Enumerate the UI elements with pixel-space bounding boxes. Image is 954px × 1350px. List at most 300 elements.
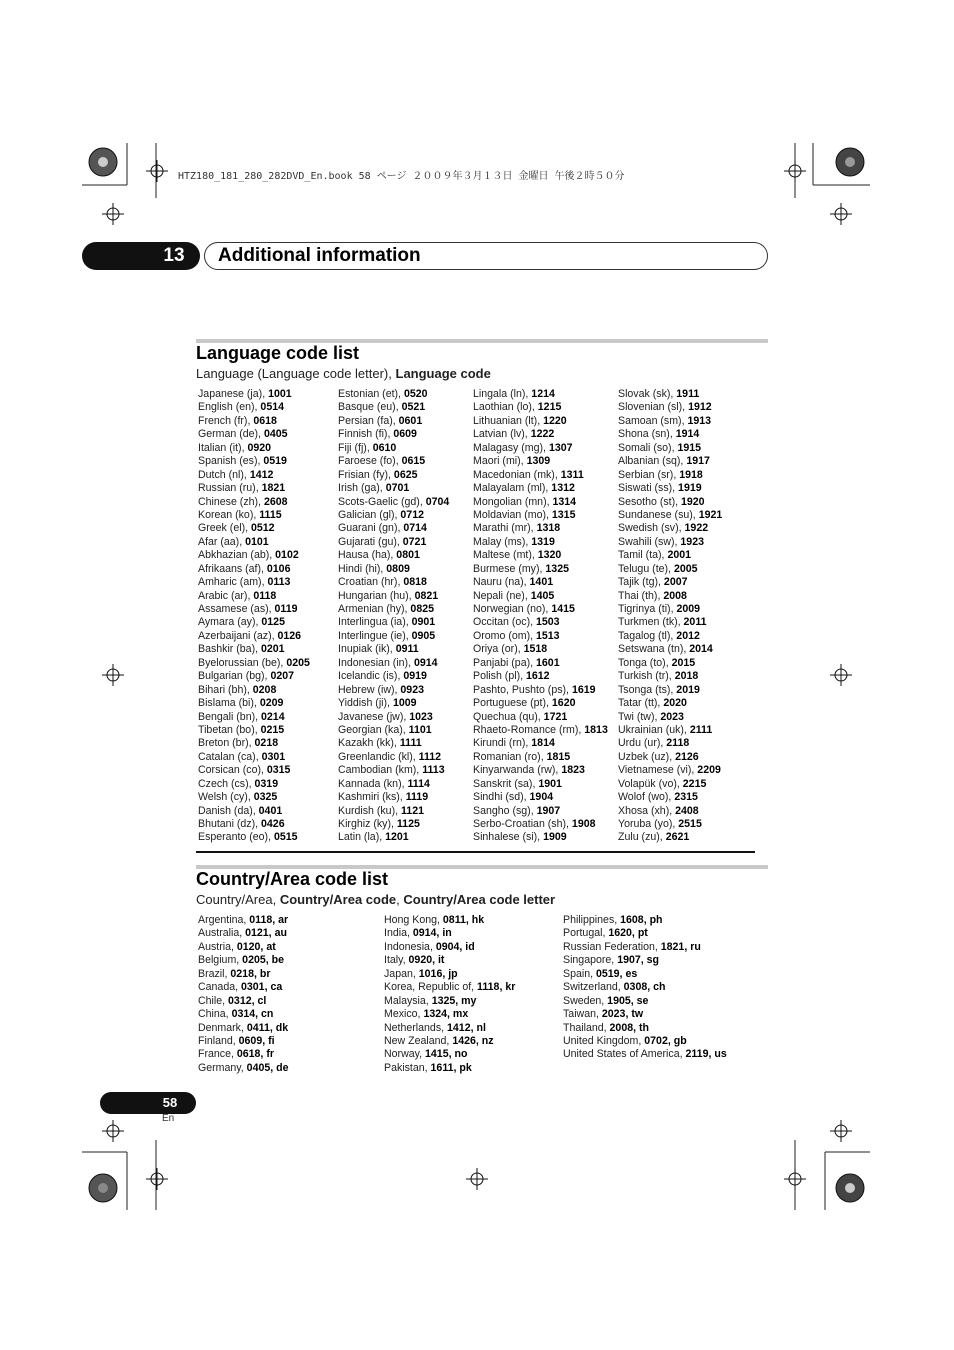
code-list-item bbox=[473, 590, 608, 603]
code-list-item bbox=[338, 482, 449, 495]
item-name: Uzbek (uz), bbox=[618, 750, 676, 763]
item-code: 0208 bbox=[252, 683, 277, 696]
item-name: Singapore, bbox=[563, 954, 618, 967]
item-name: Urdu (ur), bbox=[618, 737, 667, 750]
code-list-item bbox=[563, 1022, 727, 1035]
item-name: Sesotho (st), bbox=[618, 495, 681, 508]
code-list-item bbox=[338, 522, 449, 535]
code-list-item bbox=[473, 643, 608, 656]
code-list-item bbox=[338, 711, 449, 724]
code-list-item bbox=[618, 536, 722, 549]
item-code: 0106 bbox=[266, 562, 291, 575]
code-list-item bbox=[384, 1048, 515, 1061]
crosshair-icon bbox=[102, 1120, 124, 1142]
item-name: Austria, bbox=[198, 940, 237, 953]
item-code: 0904, id bbox=[435, 940, 475, 953]
item-code: 1911 bbox=[676, 388, 700, 400]
item-code: 1920 bbox=[681, 495, 705, 508]
item-name: Pashto, Pushto (ps), bbox=[473, 683, 572, 696]
code-list-item bbox=[338, 737, 449, 750]
item-code: 0920, it bbox=[408, 954, 445, 967]
print-file-info: HTZ180_181_280_282DVD_En.book 58 ページ ２００９年３月１３日 金曜日 午後２時５０分 bbox=[178, 171, 625, 182]
code-list-item bbox=[473, 442, 608, 455]
item-name: Burmese (my), bbox=[473, 562, 546, 575]
item-code: 2608 bbox=[263, 495, 288, 508]
code-list-item bbox=[384, 1062, 515, 1075]
item-name: Italy, bbox=[384, 954, 409, 967]
item-name: Nepali (ne), bbox=[473, 589, 531, 602]
item-name: Russian Federation, bbox=[563, 940, 661, 953]
item-name: Gujarati (gu), bbox=[338, 535, 403, 548]
item-code: 0610 bbox=[372, 441, 397, 454]
code-list-item bbox=[198, 428, 310, 441]
code-list-item bbox=[198, 968, 289, 981]
chapter-number: 13 bbox=[163, 245, 185, 266]
crosshair-icon bbox=[466, 1168, 488, 1190]
item-code: 1907 bbox=[536, 804, 561, 817]
code-list-item bbox=[473, 818, 608, 831]
code-list-item bbox=[473, 522, 608, 535]
item-code: 2020 bbox=[663, 697, 687, 710]
item-code: 1401 bbox=[529, 576, 554, 589]
item-name: Fiji (fj), bbox=[338, 441, 373, 454]
item-name: Slovenian (sl), bbox=[618, 401, 689, 414]
item-code: 0218 bbox=[254, 737, 279, 750]
item-name: Portugal, bbox=[563, 927, 609, 940]
code-list-item bbox=[198, 442, 310, 455]
code-list-item bbox=[618, 697, 722, 710]
item-code: 0119 bbox=[274, 603, 298, 615]
item-name: Malayalam (ml), bbox=[473, 482, 552, 495]
code-list-item bbox=[618, 428, 722, 441]
page-language: En bbox=[162, 1113, 175, 1124]
item-code: 1814 bbox=[531, 737, 555, 750]
item-name: Hungarian (hu), bbox=[338, 589, 415, 602]
item-code: 1923 bbox=[680, 535, 704, 548]
code-list-item bbox=[618, 576, 722, 589]
item-code: 0714 bbox=[403, 522, 427, 535]
item-name: Finnish (fi), bbox=[338, 428, 394, 441]
item-name: Philippines, bbox=[563, 914, 621, 926]
item-code: 2009 bbox=[676, 603, 701, 615]
item-name: Hindi (hi), bbox=[338, 562, 387, 575]
item-code: 0914, in bbox=[412, 927, 452, 940]
code-list-item bbox=[473, 684, 608, 697]
item-name: Laothian (lo), bbox=[473, 401, 538, 414]
code-list-item bbox=[473, 831, 608, 844]
item-name: Serbo-Croatian (sh), bbox=[473, 818, 572, 830]
item-name: Portuguese (pt), bbox=[473, 697, 552, 710]
code-list-item bbox=[563, 968, 727, 981]
item-code: 1016, jp bbox=[418, 967, 458, 980]
item-name: Mexico, bbox=[384, 1008, 424, 1021]
item-code: 0301, ca bbox=[241, 981, 283, 994]
code-list-item bbox=[618, 831, 722, 844]
item-code: 1311 bbox=[560, 468, 584, 481]
code-list-item bbox=[338, 549, 449, 562]
item-code: 0521 bbox=[401, 401, 426, 414]
item-code: 1913 bbox=[687, 414, 712, 427]
item-name: Setswana (tn), bbox=[618, 643, 690, 656]
item-name: Bislama (bi), bbox=[198, 697, 260, 710]
item-code: 0618 bbox=[253, 414, 277, 427]
item-code: 0901 bbox=[411, 616, 436, 629]
item-code: 1503 bbox=[536, 616, 560, 629]
code-list-item bbox=[563, 1035, 727, 1048]
item-code: 0207 bbox=[270, 670, 295, 683]
code-list-item bbox=[618, 603, 722, 616]
item-code: 1023 bbox=[409, 710, 433, 723]
item-code: 1220 bbox=[543, 414, 567, 427]
code-list-item bbox=[198, 805, 310, 818]
item-name: Sundanese (su), bbox=[618, 508, 699, 521]
code-list-item bbox=[198, 563, 310, 576]
item-code: 1821 bbox=[261, 482, 286, 495]
item-code: 0702, gb bbox=[644, 1034, 687, 1047]
item-name: Sangho (sg), bbox=[473, 804, 537, 817]
item-name: Hong Kong, bbox=[384, 914, 443, 926]
item-name: Sinhalese (si), bbox=[473, 831, 544, 844]
item-name: Taiwan, bbox=[563, 1008, 602, 1021]
chapter-title: Additional information bbox=[218, 245, 421, 266]
item-code: 0520 bbox=[403, 388, 428, 400]
item-name: Thailand, bbox=[563, 1021, 610, 1034]
code-list-item bbox=[473, 482, 608, 495]
code-list-item bbox=[618, 401, 722, 414]
item-name: Faroese (fo), bbox=[338, 455, 402, 468]
item-code: 1325, my bbox=[431, 994, 477, 1007]
item-code: 0308, ch bbox=[623, 981, 666, 994]
code-list-item bbox=[198, 1008, 289, 1021]
item-code: 0920 bbox=[247, 441, 272, 454]
item-code: 0712 bbox=[400, 508, 424, 521]
crosshair-icon bbox=[830, 1120, 852, 1142]
code-list-item bbox=[618, 496, 722, 509]
item-code: 0301 bbox=[261, 750, 286, 763]
item-code: 2315 bbox=[674, 791, 698, 804]
item-code: 1307 bbox=[548, 441, 573, 454]
country-column-1 bbox=[198, 914, 289, 1075]
item-code: 0126 bbox=[277, 629, 302, 642]
item-name: India, bbox=[384, 927, 413, 940]
crosshair-icon bbox=[830, 664, 852, 686]
item-code: 1917 bbox=[686, 455, 710, 468]
item-code: 1320 bbox=[537, 549, 562, 562]
item-name: Croatian (hr), bbox=[338, 576, 404, 589]
item-name: Malagasy (mg), bbox=[473, 441, 549, 454]
code-list-item bbox=[198, 603, 310, 616]
code-list-item bbox=[198, 536, 310, 549]
item-name: Lithuanian (lt), bbox=[473, 414, 544, 427]
code-list-item bbox=[473, 630, 608, 643]
item-name: Scots-Gaelic (gd), bbox=[338, 495, 426, 508]
item-code: 2119, us bbox=[685, 1048, 727, 1061]
code-list-item bbox=[618, 724, 722, 737]
item-code: 1324, mx bbox=[423, 1008, 469, 1021]
item-code: 1821, ru bbox=[660, 940, 701, 953]
code-list-item bbox=[473, 496, 608, 509]
item-code: 0919 bbox=[403, 670, 427, 683]
code-list-item bbox=[338, 590, 449, 603]
item-code: 1918 bbox=[679, 468, 703, 481]
item-name: Indonesian (in), bbox=[338, 656, 414, 669]
item-code: 2007 bbox=[663, 576, 688, 589]
item-name: China, bbox=[198, 1008, 232, 1021]
item-code: 0721 bbox=[402, 535, 427, 548]
code-list-item bbox=[198, 831, 310, 844]
item-code: 1608, ph bbox=[620, 914, 663, 926]
item-code: 1823 bbox=[561, 764, 585, 777]
item-name: Tsonga (ts), bbox=[618, 683, 677, 696]
item-code: 1312 bbox=[551, 482, 575, 495]
code-list-item bbox=[618, 643, 722, 656]
item-code: 1112 bbox=[418, 750, 442, 763]
item-name: Oriya (or), bbox=[473, 643, 524, 656]
item-name: Polish (pl), bbox=[473, 670, 526, 683]
language-column-1 bbox=[198, 388, 310, 845]
item-name: Shona (sn), bbox=[618, 428, 676, 441]
code-list-item bbox=[338, 764, 449, 777]
code-list-item bbox=[618, 590, 722, 603]
item-name: Interlingua (ia), bbox=[338, 616, 412, 629]
code-list-item bbox=[473, 455, 608, 468]
code-list-item bbox=[338, 831, 449, 844]
item-code: 0615 bbox=[401, 455, 426, 468]
item-name: Spain, bbox=[563, 967, 596, 980]
code-list-item bbox=[338, 724, 449, 737]
item-code: 0923 bbox=[400, 683, 424, 696]
item-name: Sanskrit (sa), bbox=[473, 777, 539, 790]
code-list-item bbox=[338, 455, 449, 468]
item-code: 0821 bbox=[414, 589, 439, 602]
item-name: Esperanto (eo), bbox=[198, 831, 274, 844]
code-list-item bbox=[338, 401, 449, 414]
code-list-item bbox=[473, 670, 608, 683]
item-code: 1113 bbox=[422, 764, 445, 777]
page-number: 58 bbox=[162, 1095, 178, 1110]
item-code: 0120, at bbox=[236, 940, 276, 953]
item-name: Brazil, bbox=[198, 967, 231, 980]
item-name: Chinese (zh), bbox=[198, 495, 264, 508]
item-name: Belgium, bbox=[198, 954, 243, 967]
item-code: 2014 bbox=[689, 643, 713, 656]
item-code: 0818 bbox=[403, 576, 427, 589]
code-list-item bbox=[338, 576, 449, 589]
crosshair-icon bbox=[102, 203, 124, 225]
item-name: Tajik (tg), bbox=[618, 576, 664, 589]
item-name: Bihari (bh), bbox=[198, 683, 253, 696]
item-code: 1101 bbox=[408, 723, 432, 736]
item-name: Chile, bbox=[198, 994, 229, 1007]
item-name: Denmark, bbox=[198, 1021, 247, 1034]
code-list-item bbox=[563, 1008, 727, 1021]
item-name: Albanian (sq), bbox=[618, 455, 687, 468]
crosshair-icon bbox=[146, 160, 168, 182]
item-name: Mongolian (mn), bbox=[473, 495, 553, 508]
item-code: 0101 bbox=[245, 535, 269, 548]
item-name: Norway, bbox=[384, 1048, 426, 1061]
item-name: French (fr), bbox=[198, 414, 254, 427]
item-code: 0809 bbox=[386, 562, 410, 575]
item-code: 1405 bbox=[530, 589, 555, 602]
item-code: 0905 bbox=[411, 629, 436, 642]
code-list-item bbox=[618, 670, 722, 683]
item-name: Latin (la), bbox=[338, 831, 386, 844]
item-name: Argentina, bbox=[198, 914, 250, 926]
item-name: Hausa (ha), bbox=[338, 549, 397, 562]
item-code: 0201 bbox=[261, 643, 285, 656]
item-code: 1815 bbox=[546, 750, 571, 763]
item-name: Nauru (na), bbox=[473, 576, 530, 589]
code-list-item bbox=[473, 509, 608, 522]
item-name: Samoan (sm), bbox=[618, 414, 688, 427]
code-list-item bbox=[618, 818, 722, 831]
item-name: Spanish (es), bbox=[198, 455, 264, 468]
crosshair-icon bbox=[784, 1168, 806, 1190]
item-name: Frisian (fy), bbox=[338, 468, 394, 481]
code-list-item bbox=[473, 751, 608, 764]
item-code: 2023 bbox=[660, 710, 684, 723]
code-list-item bbox=[198, 1048, 289, 1061]
crosshair-icon bbox=[102, 664, 124, 686]
item-name: Basque (eu), bbox=[338, 401, 402, 414]
item-code: 2015 bbox=[671, 656, 696, 669]
item-code: 0205, be bbox=[242, 954, 284, 967]
item-code: 1904 bbox=[529, 791, 554, 804]
item-name: Slovak (sk), bbox=[618, 388, 677, 400]
item-name: Lingala (ln), bbox=[473, 388, 532, 400]
item-code: 1325 bbox=[545, 562, 569, 575]
item-code: 1909 bbox=[543, 831, 567, 844]
item-code: 1214 bbox=[531, 388, 555, 400]
code-list-item bbox=[473, 603, 608, 616]
code-list-item bbox=[384, 968, 515, 981]
language-section-title: Language code list bbox=[196, 343, 360, 363]
code-list-item bbox=[618, 455, 722, 468]
item-code: 0312, cl bbox=[228, 994, 267, 1007]
code-list-item bbox=[198, 914, 289, 927]
item-name: Persian (fa), bbox=[338, 414, 399, 427]
item-name: Kazakh (kk), bbox=[338, 737, 400, 750]
code-list-item bbox=[198, 590, 310, 603]
item-name: Finland, bbox=[198, 1034, 239, 1047]
item-name: Sindhi (sd), bbox=[473, 791, 530, 804]
item-name: Siswati (ss), bbox=[618, 482, 679, 495]
item-name: Xhosa (xh), bbox=[618, 804, 676, 817]
item-name: Irish (ga), bbox=[338, 482, 386, 495]
item-name: Afar (aa), bbox=[198, 535, 246, 548]
item-code: 1215 bbox=[537, 401, 562, 414]
item-name: Icelandic (is), bbox=[338, 670, 404, 683]
code-list-item bbox=[473, 711, 608, 724]
item-code: 0811, hk bbox=[442, 914, 485, 926]
item-code: 2011 bbox=[683, 616, 707, 629]
item-name: Swedish (sv), bbox=[618, 522, 685, 535]
code-list-item bbox=[384, 1022, 515, 1035]
item-code: 1319 bbox=[531, 535, 555, 548]
item-code: 1601 bbox=[536, 656, 560, 669]
item-code: 1121 bbox=[401, 804, 424, 817]
item-name: Kurdish (ku), bbox=[338, 804, 401, 817]
code-list-item bbox=[198, 1062, 289, 1075]
registration-target-top-left bbox=[88, 147, 118, 177]
code-list-item bbox=[338, 697, 449, 710]
item-name: Hebrew (iw), bbox=[338, 683, 401, 696]
code-list-item bbox=[473, 388, 608, 401]
item-name: Quechua (qu), bbox=[473, 710, 544, 723]
item-name: Italian (it), bbox=[198, 441, 248, 454]
code-list-item bbox=[338, 818, 449, 831]
item-name: Greenlandic (kl), bbox=[338, 750, 419, 763]
item-code: 1412 bbox=[249, 468, 274, 481]
item-name: Pakistan, bbox=[384, 1061, 431, 1074]
code-list-item bbox=[198, 751, 310, 764]
item-name: Sweden, bbox=[563, 994, 608, 1007]
item-name: Bengali (bn), bbox=[198, 710, 262, 723]
item-name: Catalan (ca), bbox=[198, 750, 262, 763]
code-list-item bbox=[338, 657, 449, 670]
item-name: Macedonian (mk), bbox=[473, 468, 561, 481]
code-list-item bbox=[198, 455, 310, 468]
code-list-item bbox=[338, 428, 449, 441]
item-code: 0405 bbox=[263, 428, 288, 441]
item-code: 0121, au bbox=[245, 927, 287, 940]
code-list-item bbox=[473, 778, 608, 791]
item-name: Tagalog (tl), bbox=[618, 629, 677, 642]
item-name: Japan, bbox=[384, 967, 419, 980]
item-name: Ukrainian (uk), bbox=[618, 723, 690, 736]
item-name: Somali (so), bbox=[618, 441, 678, 454]
code-list-item bbox=[473, 428, 608, 441]
item-name: Georgian (ka), bbox=[338, 723, 409, 736]
item-name: Czech (cs), bbox=[198, 777, 255, 790]
code-list-item bbox=[338, 630, 449, 643]
code-list-item bbox=[618, 805, 722, 818]
code-list-item bbox=[563, 1048, 727, 1061]
item-name: Thai (th), bbox=[618, 589, 664, 602]
item-code: 1119 bbox=[405, 791, 429, 804]
item-code: 1620 bbox=[551, 697, 576, 710]
item-name: Kannada (kn), bbox=[338, 777, 408, 790]
item-code: 0214 bbox=[261, 710, 285, 723]
code-list-item bbox=[198, 401, 310, 414]
item-name: Latvian (lv), bbox=[473, 428, 531, 441]
item-code: 2111 bbox=[689, 723, 713, 736]
country-column-2 bbox=[384, 914, 515, 1075]
registration-target-top-right bbox=[835, 147, 865, 177]
item-code: 0319 bbox=[254, 777, 279, 790]
code-list-item bbox=[618, 415, 722, 428]
code-list-item bbox=[198, 509, 310, 522]
item-name: Yiddish (ji), bbox=[338, 697, 393, 710]
item-code: 0118 bbox=[253, 589, 277, 602]
code-list-item bbox=[563, 954, 727, 967]
code-list-item bbox=[473, 576, 608, 589]
item-name: Byelorussian (be), bbox=[198, 656, 287, 669]
item-name: Tibetan (bo), bbox=[198, 723, 261, 736]
code-list-item bbox=[338, 791, 449, 804]
item-name: Armenian (hy), bbox=[338, 603, 411, 615]
code-list-item bbox=[473, 764, 608, 777]
item-name: Twi (tw), bbox=[618, 710, 661, 723]
code-list-item bbox=[198, 697, 310, 710]
item-code: 0113 bbox=[267, 576, 291, 589]
language-table-bottom-rule bbox=[196, 851, 755, 853]
item-code: 1901 bbox=[538, 777, 562, 790]
code-list-item bbox=[618, 684, 722, 697]
code-list-item bbox=[198, 995, 289, 1008]
item-name: German (de), bbox=[198, 428, 264, 441]
